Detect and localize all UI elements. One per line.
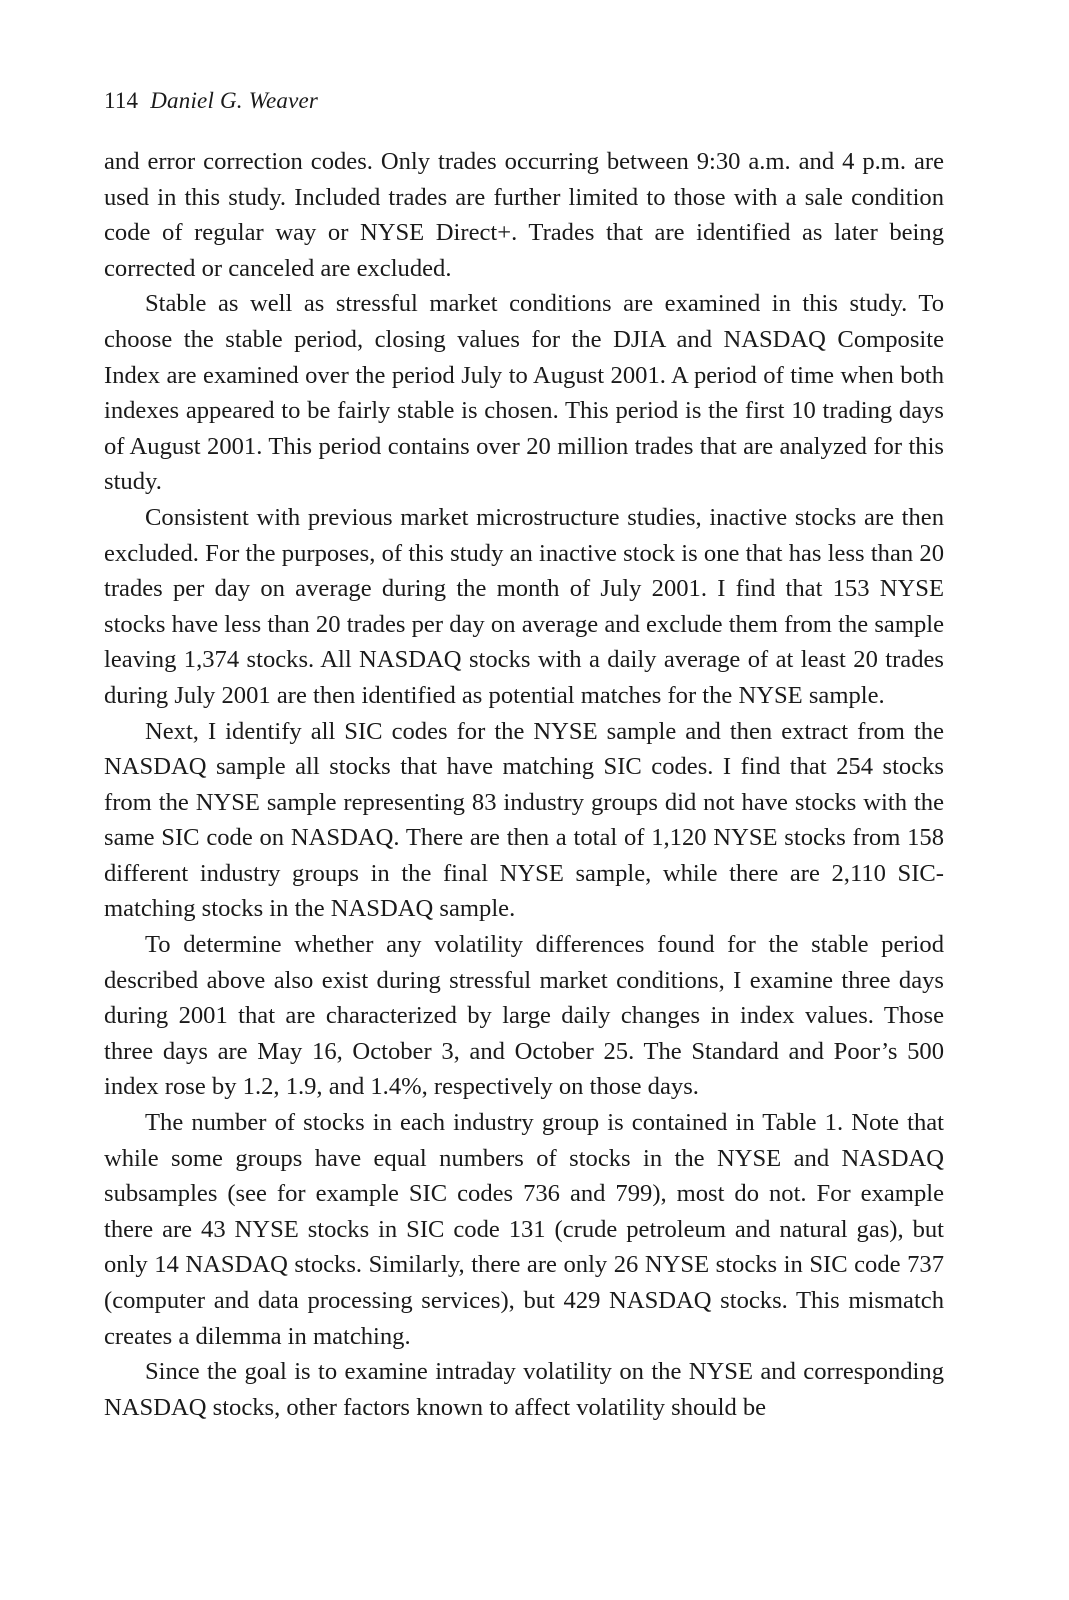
paragraph-stable-period: Stable as well as stressful market conditions are examined in this study. To choose the stable period, closing values for the DJIA and NASDAQ Composite Index are examined over the period July to August 2001. A period of time when both indexes appeared to be fairly stable is chosen. This period is the first 10 trading days of August 2001. This period contains over 20 million trades that are analyzed for this study. <box>104 290 944 496</box>
paragraph-stressful-conditions: To determine whether any volatility differences found for the stable period described above also exist during stressful market conditions, I examine three days during 2001 that are characterized by large daily changes in index values. Those three days are May 16, October 3, and October 25. The Standard and Poor’s 500 index rose by 1.2, 1.9, and 1.4%, respectively on those days. <box>104 931 944 1101</box>
paragraph-volatility-goal: Since the goal is to examine intraday volatility on the NYSE and corresponding NASDAQ stocks, other factors known to affect volatility should be <box>104 1358 944 1421</box>
paragraph-continued: and error correction codes. Only trades occurring between 9:30 a.m. and 4 p.m. are used in this study. Included trades are further limited to those with a sale condition code of regular way or NYSE Direct+. Trades that are identified as later being corrected or canceled are excluded. <box>104 148 944 282</box>
book-page <box>104 86 944 1425</box>
body-text <box>104 144 944 1425</box>
paragraph-inactive-stocks: Consistent with previous market microstructure studies, inactive stocks are then excluded. For the purposes, of this study an inactive stock is one that has less than 20 trades per day on average during the month of July 2001. I find that 153 NYSE stocks have less than 20 trades per day on average and exclude them from the sample leaving 1,374 stocks. All NASDAQ stocks with a daily average of at least 20 trades during July 2001 are then identified as potential matches for the NYSE sample. <box>104 503 944 709</box>
page-number: 114 <box>104 88 139 113</box>
author-name: Daniel G. Weaver <box>150 88 319 113</box>
running-head <box>104 86 944 116</box>
paragraph-sic-codes: Next, I identify all SIC codes for the NYSE sample and then extract from the NASDAQ sample all stocks that have matching SIC codes. I find that 254 stocks from the NYSE sample representing 83 industry groups did not have stocks with the same SIC code on NASDAQ. There are then a total of 1,120 NYSE stocks from 158 different industry groups in the final NYSE sample, while there are 2,110 SIC-matching stocks in the NASDAQ sample. <box>104 717 944 923</box>
paragraph-industry-groups: The number of stocks in each industry group is contained in Table 1. Note that while some groups have equal numbers of stocks in the NYSE and NASDAQ subsamples (see for example SIC codes 736 and 799), most do not. For example there are 43 NYSE stocks in SIC code 131 (crude petroleum and natural gas), but only 14 NASDAQ stocks. Similarly, there are only 26 NYSE stocks in SIC code 737 (computer and data processing services), but 429 NASDAQ stocks. This mismatch creates a dilemma in matching. <box>104 1109 944 1350</box>
